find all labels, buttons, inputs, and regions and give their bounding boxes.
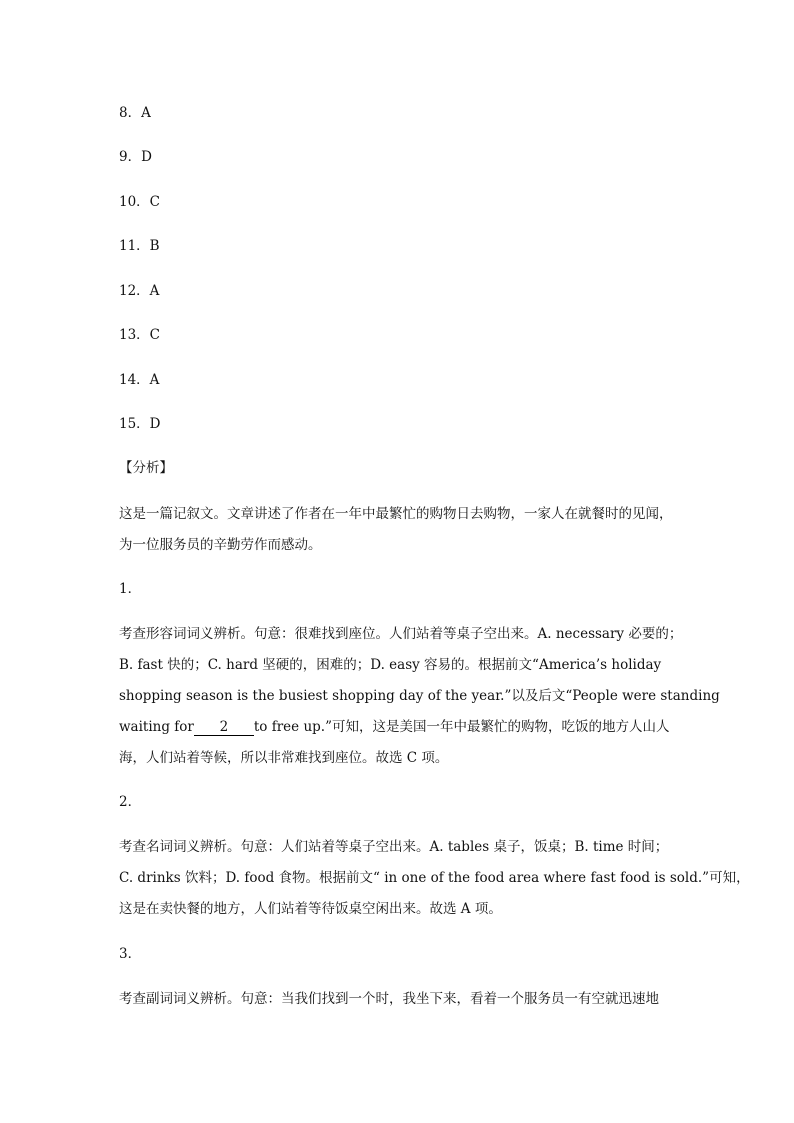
blank-prefix: waiting for <box>119 719 194 735</box>
explanation-line <box>119 718 679 749</box>
answer-10: 10．C <box>119 194 161 210</box>
question-1-number: 1． <box>119 581 142 597</box>
question-2-number: 2． <box>119 794 142 810</box>
answer-15: 15．D <box>119 416 161 432</box>
answer-9: 9．D <box>119 149 152 165</box>
explanation-line: B. fast 快的；C. hard 坚硬的，困难的；D. easy 容易的。根据前文“America’s holiday <box>119 657 662 673</box>
explanation-line: 考查形容词词义辨析。句意：很难找到座位。人们站着等桌子空出来。A. necessary 必要的； <box>119 626 683 642</box>
answer-12: 12．A <box>119 283 160 299</box>
explanation-line: C. drinks 饮料；D. food 食物。根据前文“ in one of the food area where fast food is sold.”可知， <box>119 870 750 886</box>
answer-8: 8．A <box>119 105 151 121</box>
summary-paragraph <box>119 505 679 567</box>
answer-14: 14．A <box>119 372 160 388</box>
question-3-explanation <box>119 990 679 1021</box>
analysis-heading: 【分析】 <box>119 460 173 476</box>
summary-line: 这是一篇记叙文。文章讲述了作者在一年中最繁忙的购物日去购物，一家人在就餐时的见闻， <box>119 506 673 522</box>
fill-in-blank: 2 <box>194 720 254 736</box>
explanation-line: 海，人们站着等候，所以非常难找到座位。故选 C 项。 <box>119 750 449 766</box>
explanation-line: shopping season is the busiest shopping day of the year.”以及后文“People were standing <box>119 688 720 704</box>
answer-11: 11．B <box>119 238 160 254</box>
explanation-line: 这是在卖快餐的地方，人们站着等待饭桌空闲出来。故选 A 项。 <box>119 901 502 917</box>
question-2-explanation <box>119 838 750 931</box>
summary-line: 为一位服务员的辛勤劳作而感动。 <box>119 537 322 553</box>
explanation-line: 考查副词词义辨析。句意：当我们找到一个时，我坐下来，看着一个服务员一有空就迅速地 <box>119 991 659 1007</box>
question-3-number: 3． <box>119 946 142 962</box>
answer-13: 13．C <box>119 327 161 343</box>
question-1-explanation <box>119 625 720 780</box>
explanation-line: 考查名词词义辨析。句意：人们站着等桌子空出来。A. tables 桌子，饭桌；B. time 时间； <box>119 839 669 855</box>
blank-suffix: to free up.”可知，这是美国一年中最繁忙的购物，吃饭的地方人山人 <box>253 719 670 735</box>
